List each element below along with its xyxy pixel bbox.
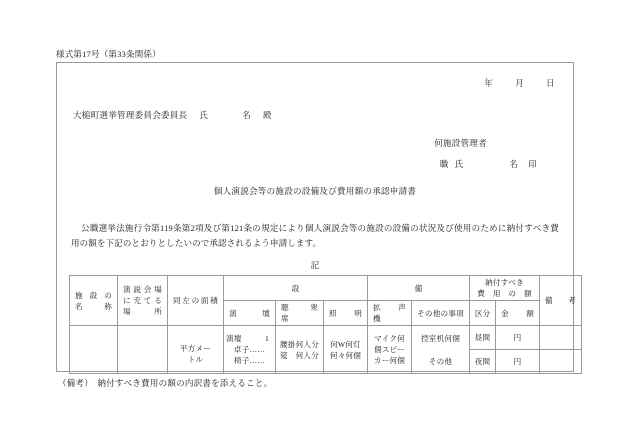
addressee-given-label: 名	[242, 110, 252, 120]
cell-platform-item3: 椅子……	[233, 356, 266, 365]
applicant-surname-label: 氏	[454, 159, 464, 169]
header-equipment-group: 設	[224, 276, 368, 301]
cell-loudspeaker[interactable]	[368, 326, 412, 374]
cell-lighting-line1: 何W何灯	[330, 339, 361, 349]
header-area: 同左の面積	[168, 276, 224, 326]
facility-equipment-table	[69, 275, 582, 374]
date-year-label: 年	[484, 78, 494, 88]
header-facility-name-line1: 施設の	[75, 290, 112, 300]
cell-loudspeaker-line3: カー何個	[373, 356, 406, 365]
cell-area[interactable]	[168, 326, 224, 374]
header-platform: 演 壇	[224, 301, 276, 326]
cell-other-line1: 控室机何個	[421, 333, 460, 343]
cell-lighting[interactable]	[324, 326, 368, 374]
cell-loudspeaker-line2: 個スピー	[374, 345, 405, 354]
applicant-position-label: 職	[439, 159, 449, 169]
addressee-surname-label: 氏	[199, 110, 209, 120]
header-payment-group-line1: 納付すべき	[485, 278, 524, 287]
cell-other-line2: その他	[428, 356, 453, 366]
header-equipment-group-2: 備	[368, 276, 470, 301]
header-category: 区分	[470, 301, 496, 326]
body-paragraph: 公職選挙法施行令第119条第2項及び第121条の規定により個人演説会等の施設の設備の状況及び使用のために納付すべき費用の額を下記のとおりとしたいので承認されるよう申請します。	[71, 223, 559, 248]
cell-lighting-line2: 何々何個	[329, 350, 362, 360]
applicant-signature-line	[440, 158, 537, 170]
addressee-organization: 大槌町選挙管理委員会委員長	[73, 110, 188, 120]
cell-audience-seats[interactable]	[276, 326, 324, 374]
header-remarks: 備 考	[540, 276, 582, 326]
cell-remarks-night[interactable]	[540, 350, 582, 374]
form-number: 様式第17号（第33条関係）	[56, 49, 161, 59]
date-day-label: 日	[546, 78, 555, 88]
table-header-row-1	[70, 276, 582, 301]
applicant-given-label: 名	[509, 159, 519, 169]
form-frame	[56, 62, 577, 372]
cell-area-line2: トル	[187, 354, 204, 364]
cell-payment-category-night[interactable]: 夜間	[470, 350, 496, 374]
header-venue-place-line1: 演説会場	[123, 285, 162, 294]
record-marker: 記	[310, 260, 320, 270]
addressee-honorific: 殿	[263, 110, 272, 120]
document-title: 個人演説会等の施設の設備及び費用額の承認申請書	[213, 186, 417, 196]
header-facility-name-line2: 名 称	[75, 301, 112, 311]
cell-platform-item1-label: 演壇	[226, 334, 242, 343]
header-other-matters: その他の事項	[412, 301, 470, 326]
header-loudspeaker: 拡 声 機	[368, 301, 412, 326]
cell-seats-line2: 筵 何人分	[280, 350, 319, 360]
application-body-text	[71, 221, 559, 251]
addressee	[73, 109, 272, 121]
header-venue-place-line3: 場 所	[123, 307, 162, 316]
header-payment-group-line2: 費 用 の 額	[477, 289, 532, 298]
cell-other-matters[interactable]	[412, 326, 470, 374]
cell-venue-place[interactable]	[118, 326, 168, 374]
cell-seats-line1: 腰掛何人分	[280, 339, 319, 349]
date-month-label: 月	[515, 78, 525, 88]
table-row	[70, 326, 582, 350]
cell-platform[interactable]	[224, 326, 276, 374]
applicant-facility-manager: 何施設管理者	[434, 138, 487, 148]
header-lighting: 照 明	[324, 301, 368, 326]
header-facility-name	[70, 276, 118, 326]
cell-platform-item1-value: 1	[265, 334, 269, 343]
header-amount: 金 額	[496, 301, 540, 326]
footer-note: （備考） 納付すべき費用の額の内訳書を添えること。	[58, 378, 273, 388]
header-venue-place-line2: に充てる	[123, 296, 162, 305]
applicant-seal-label: 印	[528, 159, 537, 169]
date-line	[484, 77, 555, 89]
cell-area-line1: 平方メー	[179, 343, 212, 353]
cell-remarks-day[interactable]	[540, 326, 582, 350]
cell-platform-item2: 卓子……	[233, 345, 266, 354]
cell-payment-category-day[interactable]: 昼間	[470, 326, 496, 350]
cell-payment-amount-day[interactable]: 円	[496, 326, 540, 350]
header-venue-place	[118, 276, 168, 326]
cell-loudspeaker-line1: マイク何	[374, 334, 405, 343]
cell-facility-name[interactable]	[70, 326, 118, 374]
header-payment-group	[470, 276, 540, 301]
header-audience-seats: 聴 衆 席	[276, 301, 324, 326]
cell-payment-amount-night[interactable]: 円	[496, 350, 540, 374]
